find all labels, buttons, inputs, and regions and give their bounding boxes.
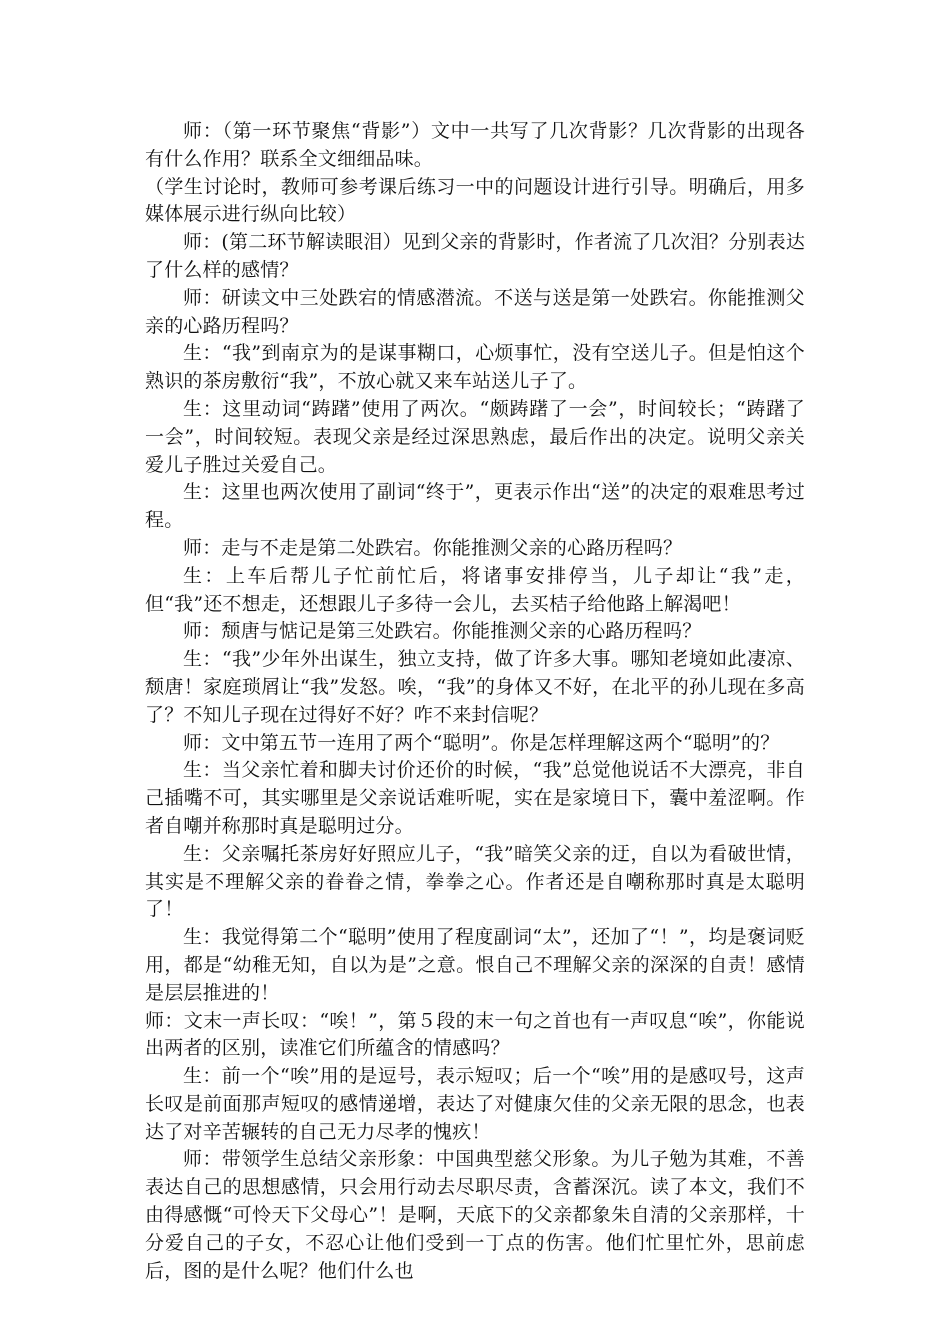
paragraph-13: 生：当父亲忙着和脚夫讨价还价的时候，“我”总觉他说话不大漂亮，非自己插嘴不可，其实哪里是父亲说话难听呢，实在是家境日下，囊中羞涩啊。作者自嘲并称那时真是聪明过分。 [145,759,805,837]
paragraph-1: 师：（第一环节聚焦“背影”）文中一共写了几次背影？几次背影的出现各有什么作用？联系全文细细品味。 [145,120,805,170]
paragraph-11: 生：“我”少年外出谋生，独立支持，做了许多大事。哪知老境如此凄凉、颓唐！家庭琐屑让“我”发怒。唉，“我”的身体又不好，在北平的孙儿现在多高了？不知儿子现在过得好不好？咋不来封信呢？ [145,648,805,726]
paragraph-16: 师：文末一声长叹：“唉！”，第５段的末一句之首也有一声叹息“唉”，你能说出两者的区别，读准它们所蕴含的情感吗？ [145,1009,805,1060]
document-page [145,118,805,1285]
paragraph-4: 师：研读文中三处跌宕的情感潜流。不送与送是第一处跌宕。你能推测父亲的心路历程吗？ [145,286,805,337]
paragraph-3: 师：(第二环节解读眼泪）见到父亲的背影时，作者流了几次泪？分别表达了什么样的感情？ [145,231,806,281]
paragraph-15: 生：我觉得第二个“聪明”使用了程度副词“太”，还加了“！”，均是褒词贬用，都是“幼稚无知，自以为是”之意。恨自己不理解父亲的深深的自责！感情是层层推进的！ [145,926,805,1004]
paragraph-18: 师：带领学生总结父亲形象：中国典型慈父形象。为儿子勉为其难，不善表达自己的思想感情，只会用行动去尽职尽责，含蓄深沉。读了本文，我们不由得感慨“可怜天下父母心”！是啊，天底下的父亲都象朱自清的父亲那样，十分爱自己的子女，不忍心让他们受到一丁点的伤害。他们忙里忙外，思前虑后，图的是什么呢？他们什么也 [145,1148,805,1282]
paragraph-10: 师：颓唐与惦记是第三处跌宕。你能推测父亲的心路历程吗？ [183,620,702,643]
paragraph-12: 师：文中第五节一连用了两个“聪明”。你是怎样理解这两个“聪明”的？ [183,731,780,754]
paragraph-2: （学生讨论时，教师可参考课后练习一中的问题设计进行引导。明确后，用多媒体展示进行纵向比较） [145,175,805,226]
paragraph-6: 生：这里动词“踌躇”使用了两次。“颇踌躇了一会”，时间较长；“踌躇了一会”，时间较短。表现父亲是经过深思熟虑，最后作出的决定。说明父亲关爱儿子胜过关爱自己。 [145,397,805,476]
paragraph-7: 生：这里也两次使用了副词“终于”，更表示作出“送”的决定的艰难思考过程。 [145,481,805,532]
paragraph-9: 生：上车后帮儿子忙前忙后，将诸事安排停当，儿子却让“我”走，但“我”还不想走，还想跟儿子多待一会儿，去买桔子给他路上解渴吧！ [145,564,805,615]
paragraph-17: 生：前一个“唉”用的是逗号，表示短叹；后一个“唉”用的是感叹号，这声长叹是前面那声短叹的感情递增，表达了对健康欠佳的父亲无限的思念，也表达了对辛苦辗转的自己无力尽孝的愧疚！ [145,1065,805,1143]
paragraph-14: 生：父亲嘱托茶房好好照应儿子，“我”暗笑父亲的迂，自以为看破世情，其实是不理解父亲的眷眷之情，拳拳之心。作者还是自嘲称那时真是太聪明了！ [145,842,805,921]
paragraph-5: 生：“我”到南京为的是谋事糊口，心烦事忙，没有空送儿子。但是怕这个熟识的茶房敷衍“我”，不放心就又来车站送儿子了。 [145,342,805,393]
paragraph-8: 师：走与不走是第二处跌宕。你能推测父亲的心路历程吗？ [183,536,683,559]
